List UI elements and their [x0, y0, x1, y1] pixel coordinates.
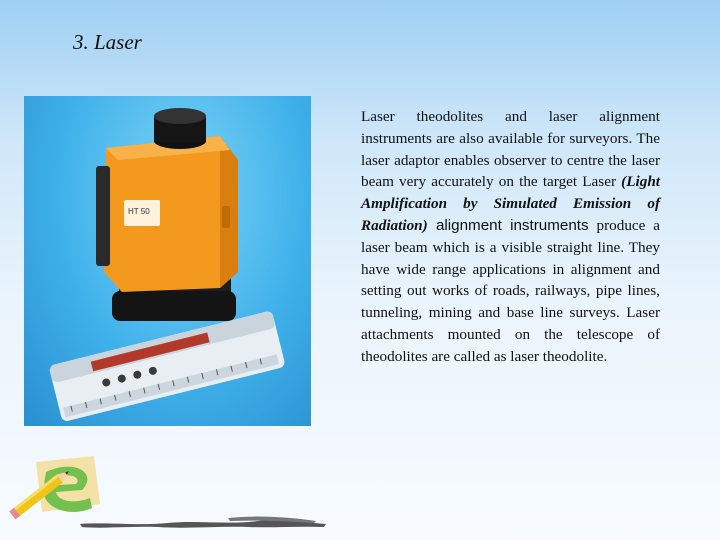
paragraph-intro: Laser theodolites and laser alignment instruments are also available for surveyors. The laser adaptor enables observer to centre the laser beam very accurately on the target Laser — [361, 108, 660, 191]
model-label-text: HT 50 — [128, 207, 150, 216]
paragraph-aside: alignment instruments — [427, 216, 589, 234]
laser-detector — [49, 310, 286, 422]
brush-stroke-divider-icon — [78, 512, 328, 532]
slide-title: 3. Laser — [73, 30, 142, 54]
instrument-tribrach — [112, 291, 236, 321]
paragraph-rest: produce a laser beam which is a visible straight line. They have wide range applications in alignment and setting out works of roads, railways, pipe lines, tunneling, mining and base line surveys. Laser attachments mounted on the telescope of theodolites are called as laser theodolite. — [361, 216, 660, 365]
side-handle — [96, 166, 110, 266]
laser-level-illustration — [24, 96, 311, 426]
body-paragraph — [361, 106, 660, 368]
laser-instrument-photo — [24, 96, 311, 426]
laser-acronym-expansion: (Light Amplification by Simulated Emission of Radiation) — [361, 173, 660, 234]
